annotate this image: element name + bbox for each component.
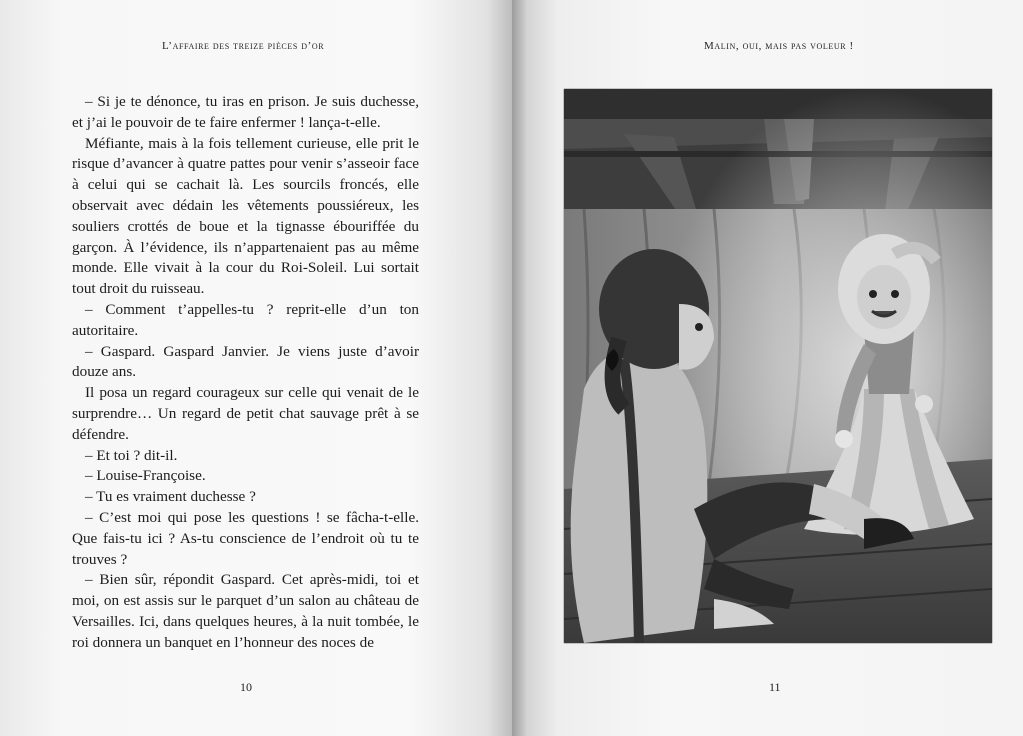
paragraph: – Gaspard. Gaspard Janvier. Je viens juste d’avoir douze ans. (72, 342, 419, 381)
boy-and-girl-under-table-illustration (564, 89, 992, 643)
body-text (72, 92, 419, 654)
paragraph: – Louise-Françoise. (85, 467, 206, 485)
page-number-right: 11 (769, 680, 781, 694)
paragraph: – Si je te dénonce, tu iras en prison. Je suis duchesse, et j’ai le pouvoir de te faire enfermer ! lança-t-elle. (72, 93, 419, 131)
paragraph: – C’est moi qui pose les questions ! se fâcha-t-elle. Que fais-tu ici ? As-tu conscience de l’endroit où tu te trouves ? (72, 508, 419, 568)
running-head-left: L’affaire des treize pièces d’or (162, 40, 325, 52)
right-page (512, 0, 1023, 736)
paragraph: – Et toi ? dit-il. (85, 446, 178, 464)
paragraph: – Bien sûr, répondit Gaspard. Cet après-midi, toi et moi, on est assis sur le parquet d’un salon au château de Versailles. Ici, dans quelques heures, à la nuit tombée, le roi donnera un banquet en l’honneur des noces de (72, 571, 419, 651)
paragraph: Il posa un regard courageux sur celle qui venait de le surprendre… Un regard de petit chat sauvage prêt à se défendre. (72, 384, 419, 443)
paragraph: Méfiante, mais à la fois tellement curieuse, elle prit le risque d’avancer à quatre pattes pour venir s’asseoir face à celui qui se cachait là. Les sourcils froncés, elle observait avec dédain les vêtements poussiéreux, les souliers crottés de boue et la tignasse ébouriffée du garçon. À l’évidence, ils n’appartenaient pas au même monde. Elle vivait à la cour du Roi-Soleil. Lui sortait tout droit du ruisseau. (72, 134, 419, 298)
page-number-left: 10 (240, 680, 252, 694)
running-head-right: Malin, oui, mais pas voleur ! (704, 40, 854, 52)
paragraph: – Tu es vraiment duchesse ? (85, 488, 256, 506)
paragraph: – Comment t’appelles-tu ? reprit-elle d’un ton autoritaire. (72, 300, 419, 339)
